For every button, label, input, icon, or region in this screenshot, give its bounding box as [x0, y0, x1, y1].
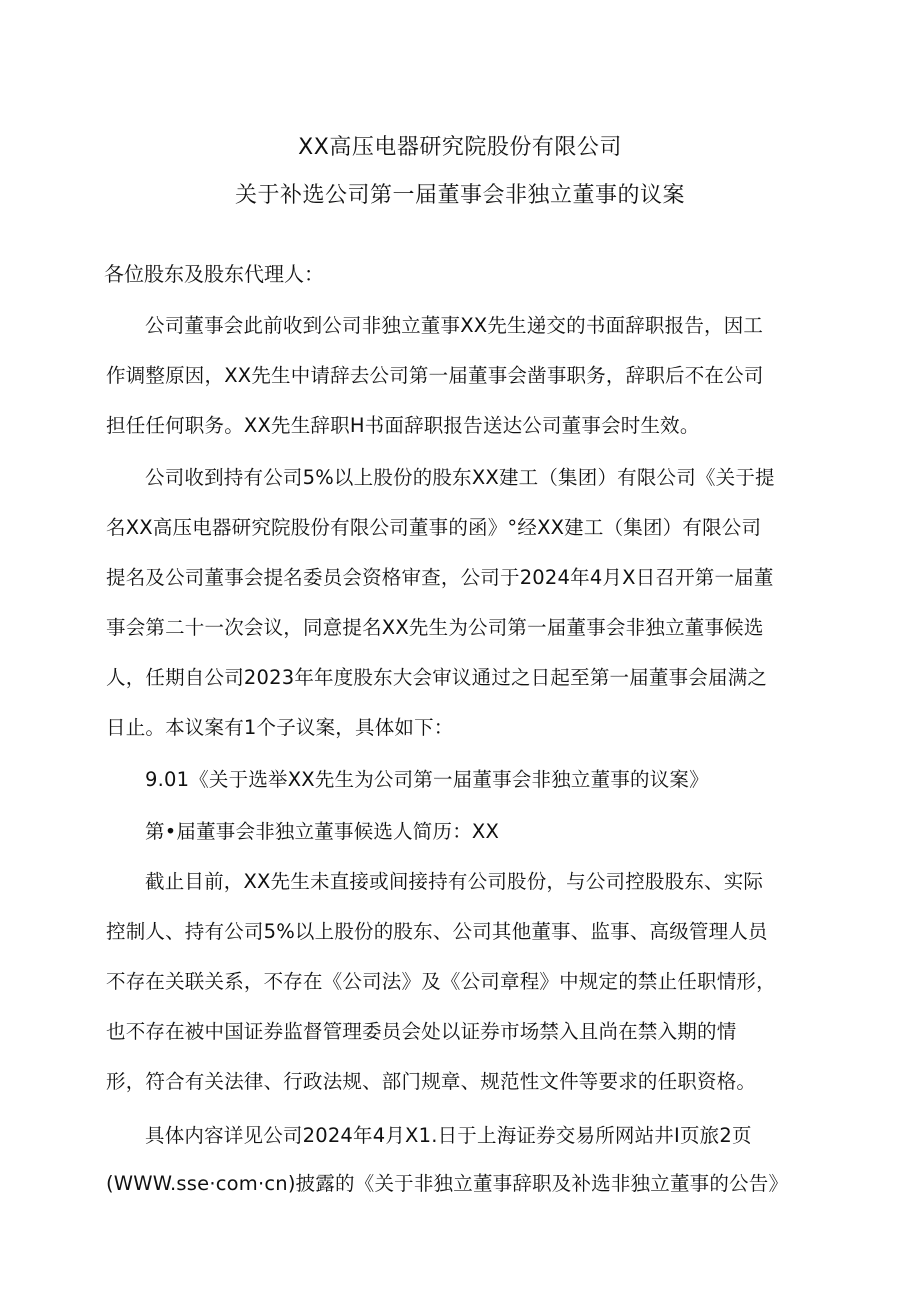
body-line: 事会第二十一次会议，同意提名XX先生为公司第一届董事会非独立董事候选 — [106, 616, 764, 639]
document-title-subject: 关于补选公司第一届董事会非独立董事的议案 — [234, 183, 685, 208]
body-line: 截止目前，XX先生未直接或间接持有公司股份，与公司控股股东、实际 — [145, 870, 764, 893]
body-line: 日止。本议案有1个子议案，具体如下： — [106, 716, 454, 739]
body-line: 形，符合有关法律、行政法规、部门规章、规范性文件等要求的任职资格。 — [106, 1070, 757, 1093]
body-line: 不存在关联关系，不存在《公司法》及《公司章程》中规定的禁止任职情形， — [106, 970, 776, 993]
body-line: 公司收到持有公司5%以上股份的股东XX建工（集团）有限公司《关于提 — [145, 466, 775, 489]
salutation: 各位股东及股东代理人： — [104, 262, 324, 286]
body-line: 具体内容详见公司2024年4月X1.日于上海证券交易所网站井I页旅2页 — [145, 1124, 752, 1147]
body-line: 担任任何职务。XX先生辞职H书面辞职报告送达公司董事会时生效。 — [106, 414, 700, 437]
body-line: 控制人、持有公司5%以上股份的股东、公司其他董事、监事、高级管理人员 — [106, 920, 768, 943]
body-line: 公司董事会此前收到公司非独立董事XX先生递交的书面辞职报告，因工 — [145, 314, 764, 337]
body-line: 人，任期自公司2023年年度股东大会审议通过之日起至第一届董事会届满之 — [106, 666, 768, 689]
body-line-with-link: (WWW.sse·com·cn)披露的《关于非独立董事辞职及补选非独立董事的公告》 — [106, 1172, 789, 1195]
document-title-company: XX高压电器研究院股份有限公司 — [298, 135, 622, 160]
candidate-resume: 第•届董事会非独立董事候选人简历：XX — [145, 820, 500, 843]
body-line: 名XX高压电器研究院股份有限公司董事的函》°经XX建工（集团）有限公司 — [106, 516, 762, 539]
body-line: 也不存在被中国证券监督管理委员会处以证券市场禁入且尚在禁入期的情 — [106, 1020, 737, 1043]
body-line: 作调整原因，XX先生中请辞去公司第一届董事会凿事职务，辞职后不在公司 — [106, 364, 764, 387]
body-line: 提名及公司董事会提名委员会资格审查，公司于2024年4月X日召开第一届董 — [106, 566, 774, 589]
sub-motion-title: 9.01《关于选举XX先生为公司第一届董事会非独立董事的议案》 — [145, 768, 709, 791]
